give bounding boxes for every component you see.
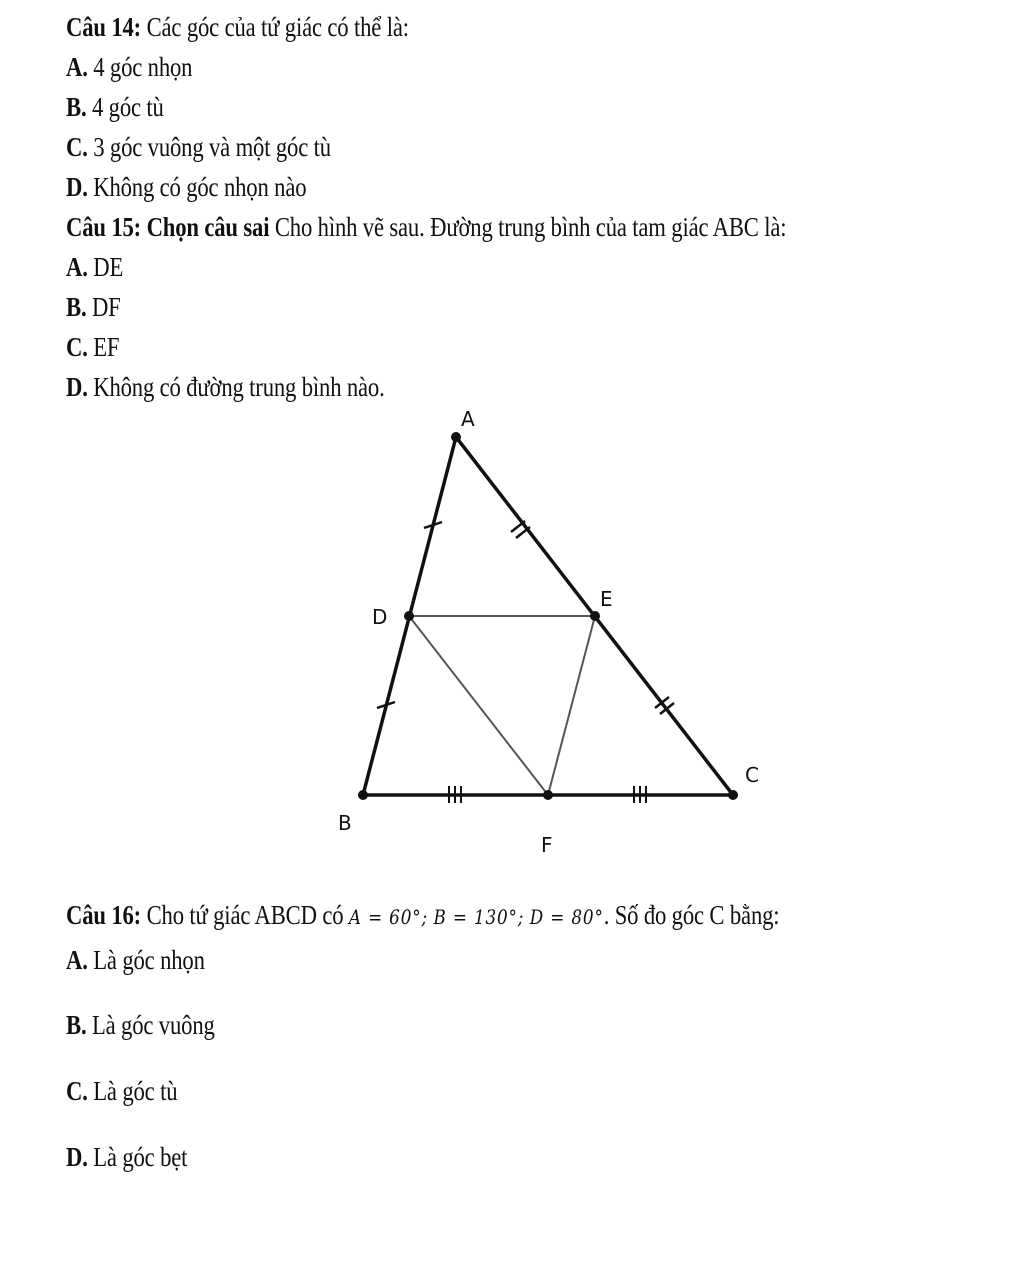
point-d bbox=[404, 611, 414, 621]
q14-option-d bbox=[66, 170, 306, 204]
q16-option-d bbox=[66, 1140, 187, 1174]
option-letter: A. bbox=[66, 52, 88, 82]
question-15-text: Cho hình vẽ sau. Đường trung bình của tam giác ABC là: bbox=[274, 212, 787, 242]
option-text: Là góc bẹt bbox=[93, 1142, 188, 1172]
option-text: Là góc tù bbox=[93, 1076, 178, 1106]
question-14 bbox=[66, 10, 409, 44]
q16-option-b bbox=[66, 1008, 215, 1042]
q14-option-a bbox=[66, 50, 192, 84]
label-e: E bbox=[600, 587, 613, 611]
option-letter: B. bbox=[66, 292, 87, 322]
angle-b-value: B = 130° bbox=[433, 905, 518, 929]
segment-ef bbox=[548, 616, 595, 795]
question-16-text-before: Cho tứ giác ABCD có bbox=[146, 900, 344, 930]
option-letter: B. bbox=[66, 92, 87, 122]
label-b: B bbox=[338, 811, 352, 835]
option-text: Không có góc nhọn nào bbox=[93, 172, 307, 202]
question-14-text: Các góc của tứ giác có thể là: bbox=[146, 12, 409, 42]
option-text: Là góc nhọn bbox=[93, 945, 205, 975]
math-separator: ; bbox=[421, 905, 428, 929]
option-text: Không có đường trung bình nào. bbox=[93, 372, 385, 402]
option-letter: C. bbox=[66, 132, 88, 162]
point-f bbox=[543, 790, 553, 800]
question-16-text-after: . Số đo góc C bằng: bbox=[603, 900, 780, 930]
question-16-title: Câu 16: bbox=[66, 900, 142, 930]
q15-option-b bbox=[66, 290, 121, 324]
option-letter: A. bbox=[66, 252, 88, 282]
point-e bbox=[590, 611, 600, 621]
point-c bbox=[728, 790, 738, 800]
option-letter: B. bbox=[66, 1010, 87, 1040]
option-text: EF bbox=[93, 332, 120, 362]
option-letter: C. bbox=[66, 1076, 88, 1106]
label-f: F bbox=[541, 833, 553, 857]
question-15 bbox=[66, 210, 786, 244]
label-a: A bbox=[461, 407, 475, 431]
option-letter: D. bbox=[66, 172, 88, 202]
q14-option-c bbox=[66, 130, 331, 164]
q15-option-c bbox=[66, 330, 119, 364]
angle-a-value: A = 60° bbox=[348, 905, 422, 929]
option-text: Là góc vuông bbox=[91, 1010, 215, 1040]
option-letter: C. bbox=[66, 332, 88, 362]
angle-d-value: D = 80° bbox=[529, 905, 604, 929]
q16-option-a bbox=[66, 943, 205, 977]
tick-ae bbox=[511, 521, 530, 538]
question-14-title: Câu 14: bbox=[66, 12, 142, 42]
label-d: D bbox=[372, 605, 388, 629]
option-text: 4 góc nhọn bbox=[93, 52, 193, 82]
question-15-title: Câu 15: bbox=[66, 212, 142, 242]
q14-option-b bbox=[66, 90, 164, 124]
q16-option-c bbox=[66, 1074, 177, 1108]
option-text: DF bbox=[91, 292, 121, 322]
option-letter: D. bbox=[66, 372, 88, 402]
segment-df bbox=[409, 616, 548, 795]
point-b bbox=[358, 790, 368, 800]
q15-option-a bbox=[66, 250, 123, 284]
label-c: C bbox=[745, 763, 759, 787]
option-text: 3 góc vuông và một góc tù bbox=[93, 132, 331, 162]
option-text: 4 góc tù bbox=[91, 92, 164, 122]
math-separator: ; bbox=[517, 905, 525, 929]
question-15-highlight: Chọn câu sai bbox=[146, 212, 270, 242]
option-text: DE bbox=[93, 252, 124, 282]
option-letter: D. bbox=[66, 1142, 88, 1172]
triangle-figure bbox=[320, 395, 780, 865]
option-letter: A. bbox=[66, 945, 88, 975]
question-16 bbox=[66, 898, 779, 934]
point-a bbox=[451, 432, 461, 442]
